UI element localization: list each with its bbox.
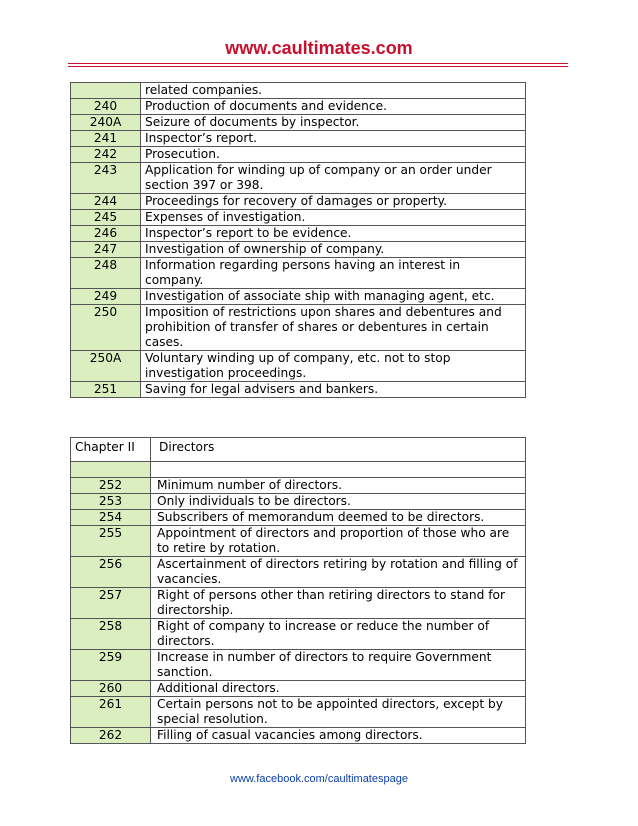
section-number: 241 bbox=[71, 131, 141, 147]
section-number: 256 bbox=[71, 557, 151, 588]
section-number: 253 bbox=[71, 494, 151, 510]
section-title: Saving for legal advisers and bankers. bbox=[141, 382, 526, 398]
table-row bbox=[71, 557, 526, 588]
chapter-title: Directors bbox=[151, 438, 526, 462]
section-number: 244 bbox=[71, 194, 141, 210]
site-header[interactable]: www.caultimates.com bbox=[225, 38, 413, 58]
section-title: Production of documents and evidence. bbox=[141, 99, 526, 115]
section-number: 243 bbox=[71, 163, 141, 194]
section-title: Voluntary winding up of company, etc. not to stop investigation proceedings. bbox=[141, 351, 526, 382]
table-row bbox=[71, 305, 526, 351]
sections-table-continued bbox=[70, 82, 526, 398]
section-title: Investigation of ownership of company. bbox=[141, 242, 526, 258]
table-row bbox=[71, 619, 526, 650]
section-title: Right of company to increase or reduce the number of directors. bbox=[151, 619, 526, 650]
section-title: Minimum number of directors. bbox=[151, 478, 526, 494]
header-rule-top bbox=[68, 63, 568, 64]
section-title bbox=[151, 462, 526, 478]
facebook-link[interactable]: www.facebook.com/caultimatespage bbox=[230, 773, 408, 785]
table-row bbox=[71, 494, 526, 510]
table-row bbox=[71, 681, 526, 697]
section-number: 257 bbox=[71, 588, 151, 619]
section-number: 260 bbox=[71, 681, 151, 697]
section-title: Only individuals to be directors. bbox=[151, 494, 526, 510]
section-number: 250A bbox=[71, 351, 141, 382]
header-rule-bottom bbox=[68, 66, 568, 67]
section-title: Appointment of directors and proportion of those who are to retire by rotation. bbox=[151, 526, 526, 557]
table-row bbox=[71, 588, 526, 619]
chapter-header-row bbox=[71, 438, 526, 462]
section-title: Imposition of restrictions upon shares and debentures and prohibition of transfer of shares or debentures in certain cases. bbox=[141, 305, 526, 351]
section-title: Right of persons other than retiring directors to stand for directorship. bbox=[151, 588, 526, 619]
chapter-directors-table bbox=[70, 437, 526, 744]
section-title: Investigation of associate ship with managing agent, etc. bbox=[141, 289, 526, 305]
table-row bbox=[71, 147, 526, 163]
section-title: Information regarding persons having an interest in company. bbox=[141, 258, 526, 289]
section-title: Expenses of investigation. bbox=[141, 210, 526, 226]
section-number: 258 bbox=[71, 619, 151, 650]
chapter-label: Chapter II bbox=[71, 438, 151, 462]
table-row bbox=[71, 382, 526, 398]
section-title: Proceedings for recovery of damages or property. bbox=[141, 194, 526, 210]
section-title: Application for winding up of company or an order under section 397 or 398. bbox=[141, 163, 526, 194]
table-row bbox=[71, 99, 526, 115]
section-number: 261 bbox=[71, 697, 151, 728]
table-row bbox=[71, 650, 526, 681]
table-row bbox=[71, 289, 526, 305]
section-number: 259 bbox=[71, 650, 151, 681]
table-row bbox=[71, 210, 526, 226]
section-title: Increase in number of directors to require Government sanction. bbox=[151, 650, 526, 681]
table-row bbox=[71, 351, 526, 382]
table-row bbox=[71, 242, 526, 258]
table-row bbox=[71, 115, 526, 131]
table-row bbox=[71, 728, 526, 744]
section-title: Filling of casual vacancies among directors. bbox=[151, 728, 526, 744]
table-row bbox=[71, 697, 526, 728]
section-number: 247 bbox=[71, 242, 141, 258]
section-title: Additional directors. bbox=[151, 681, 526, 697]
section-title: Prosecution. bbox=[141, 147, 526, 163]
section-title: Inspector’s report. bbox=[141, 131, 526, 147]
section-number bbox=[71, 83, 141, 99]
table-row bbox=[71, 131, 526, 147]
section-number: 254 bbox=[71, 510, 151, 526]
section-number: 245 bbox=[71, 210, 141, 226]
section-number: 252 bbox=[71, 478, 151, 494]
section-number bbox=[71, 462, 151, 478]
section-number: 251 bbox=[71, 382, 141, 398]
table-row bbox=[71, 462, 526, 478]
section-number: 255 bbox=[71, 526, 151, 557]
table-row bbox=[71, 163, 526, 194]
section-title: Subscribers of memorandum deemed to be directors. bbox=[151, 510, 526, 526]
section-title: Seizure of documents by inspector. bbox=[141, 115, 526, 131]
section-number: 262 bbox=[71, 728, 151, 744]
section-number: 246 bbox=[71, 226, 141, 242]
table-row bbox=[71, 478, 526, 494]
section-number: 242 bbox=[71, 147, 141, 163]
section-number: 248 bbox=[71, 258, 141, 289]
section-number: 240A bbox=[71, 115, 141, 131]
section-title: related companies. bbox=[141, 83, 526, 99]
section-number: 250 bbox=[71, 305, 141, 351]
table-row bbox=[71, 194, 526, 210]
table-row bbox=[71, 226, 526, 242]
section-title: Inspector’s report to be evidence. bbox=[141, 226, 526, 242]
table-row bbox=[71, 526, 526, 557]
section-number: 249 bbox=[71, 289, 141, 305]
section-number: 240 bbox=[71, 99, 141, 115]
table-row bbox=[71, 83, 526, 99]
table-row bbox=[71, 510, 526, 526]
table-row bbox=[71, 258, 526, 289]
section-title: Certain persons not to be appointed directors, except by special resolution. bbox=[151, 697, 526, 728]
section-title: Ascertainment of directors retiring by rotation and filling of vacancies. bbox=[151, 557, 526, 588]
